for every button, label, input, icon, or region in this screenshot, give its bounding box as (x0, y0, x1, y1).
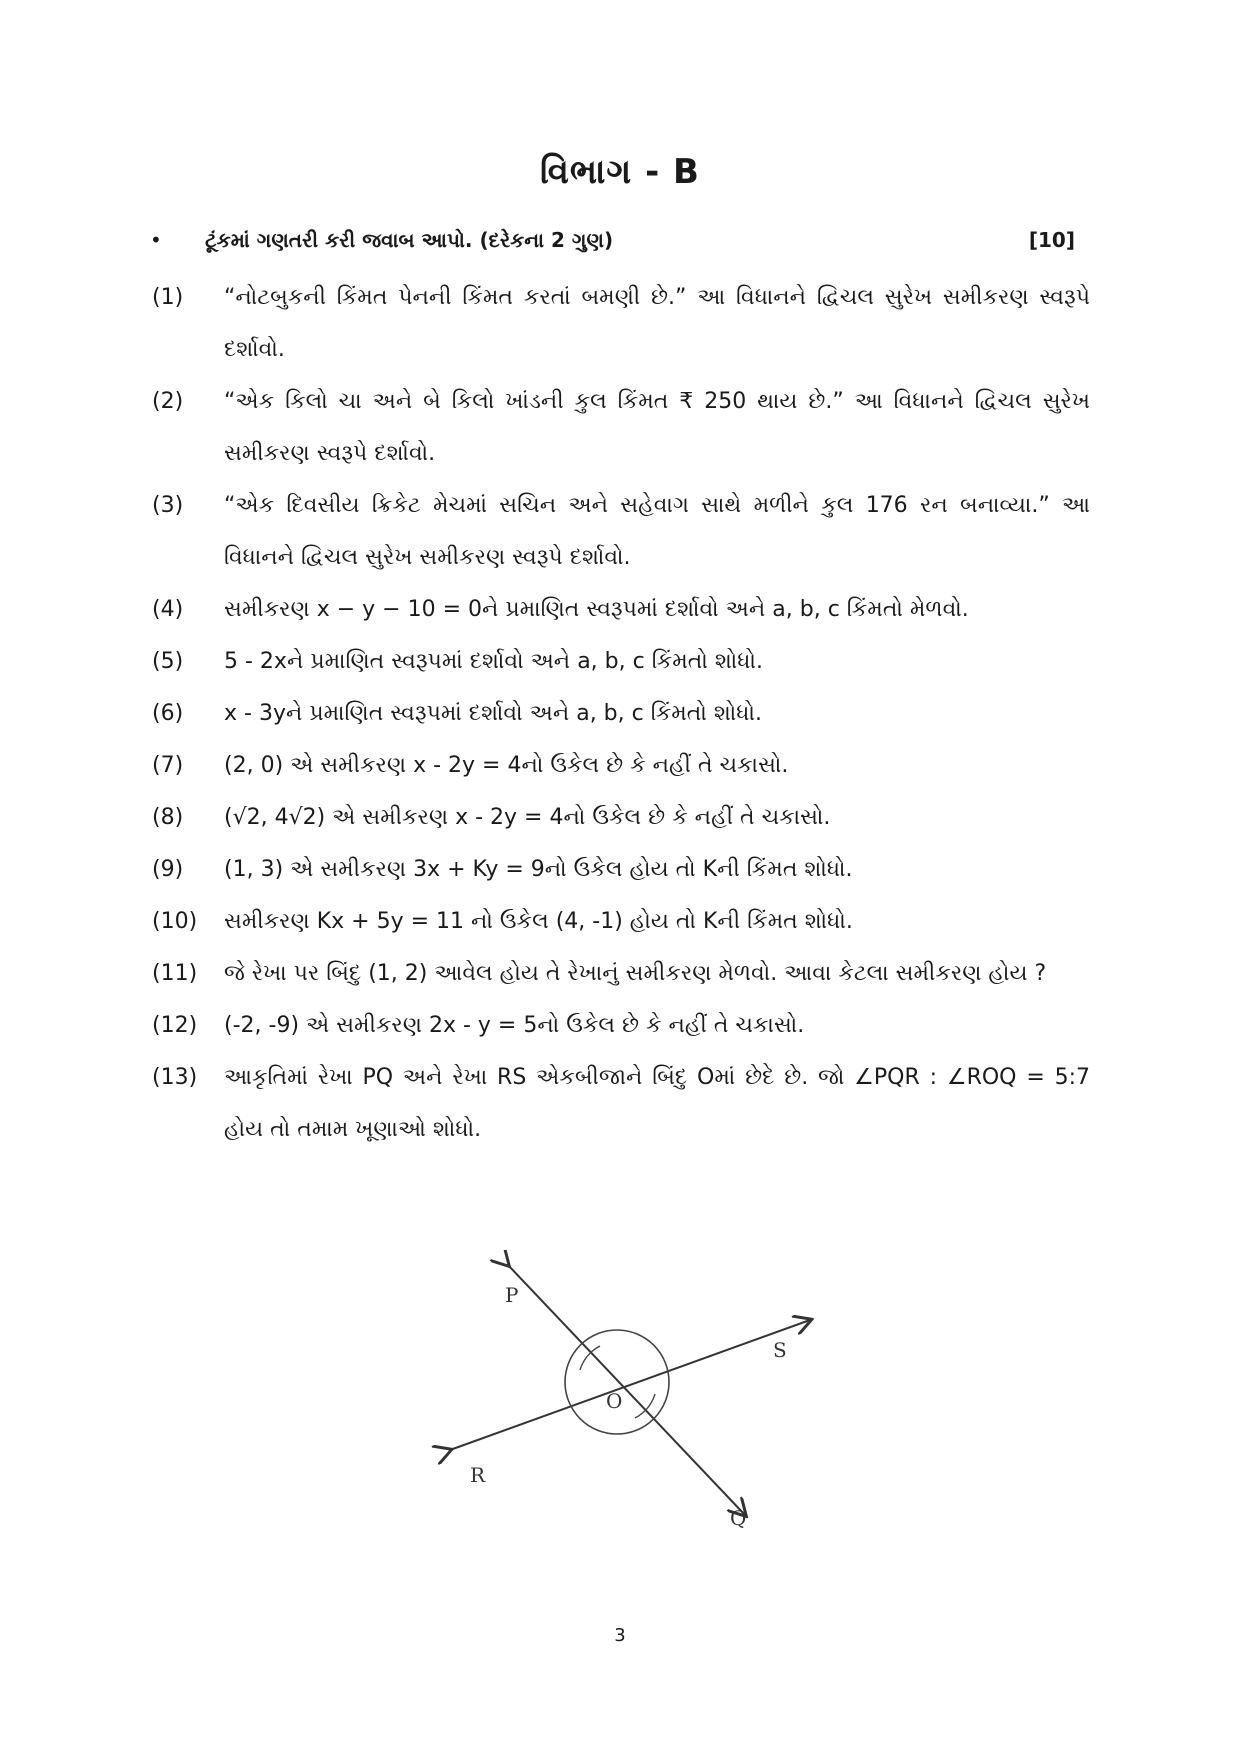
label-q: Q (730, 1506, 747, 1530)
question-text: (1, 3) એ સમીકરણ 3x + Ky = 9નો ઉકેલ હોય તો Kની કિંમત શોધો. (224, 857, 853, 882)
question-number: (1) (152, 285, 184, 310)
question-item (152, 376, 1090, 480)
question-item (152, 948, 1090, 1000)
page-number: 3 (614, 1625, 626, 1646)
label-o: O (606, 1389, 623, 1413)
label-p: P (505, 1283, 519, 1307)
question-text: 5 - 2xને પ્રમાણિત સ્વરૂપમાં દર્શાવો અને a, b, c કિંમતો શોધો. (224, 649, 763, 674)
question-item (152, 584, 1090, 636)
question-number: (6) (152, 701, 184, 726)
question-item (152, 480, 1090, 584)
question-item (152, 1000, 1090, 1052)
question-text: (-2, -9) એ સમીકરણ 2x - y = 5નો ઉકેલ છે કે નહીં તે ચકાસો. (224, 1013, 805, 1038)
angle-arc-outer (565, 1330, 669, 1434)
question-item (152, 1052, 1090, 1156)
question-number: (4) (152, 597, 184, 622)
question-number: (3) (152, 493, 184, 518)
question-item (152, 636, 1090, 688)
line-rs (450, 1320, 810, 1450)
instruction-line (150, 228, 1075, 252)
question-text: x - 3yને પ્રમાણિત સ્વરૂપમાં દર્શાવો અને a, b, c કિંમતો શોધો. (224, 701, 762, 726)
question-number: (11) (152, 961, 198, 986)
question-item (152, 272, 1090, 376)
question-number: (5) (152, 649, 184, 674)
question-item (152, 740, 1090, 792)
question-text: આકૃતિમાં રેખા PQ અને રેખા RS એકબીજાને બિંદુ Oમાં છેદે છે. જો ∠PQR : ∠ROQ = 5:7 હોય તો તમામ ખૂણાઓ શોધો. (224, 1065, 1090, 1142)
question-text: સમીકરણ Kx + 5y = 11 નો ઉકેલ (4, -1) હોય તો Kની કિંમત શોધો. (224, 909, 853, 934)
angle-arc-inner (635, 1394, 655, 1418)
question-number: (8) (152, 805, 184, 830)
question-list (152, 272, 1090, 1156)
line-pq (508, 1265, 745, 1515)
question-number: (7) (152, 753, 184, 778)
question-item (152, 792, 1090, 844)
intersecting-lines-figure (430, 1250, 830, 1530)
question-item (152, 896, 1090, 948)
question-text: (2, 0) એ સમીકરણ x - 2y = 4નો ઉકેલ છે કે નહીં તે ચકાસો. (224, 753, 789, 778)
question-item (152, 688, 1090, 740)
label-s: S (773, 1338, 787, 1362)
question-number: (10) (152, 909, 198, 934)
bullet: • (150, 228, 162, 252)
question-text: “એક કિલો ચા અને બે કિલો ખાંડની કુલ કિંમત ₹ 250 થાય છે.” આ વિધાનને દ્વિચલ સુરેખ સમીકરણ સ્વરૂપે દર્શાવો. (224, 389, 1090, 466)
question-text: સમીકરણ x − y − 10 = 0ને પ્રમાણિત સ્વરૂપમાં દર્શાવો અને a, b, c કિંમતો મેળવો. (224, 597, 969, 622)
question-item (152, 844, 1090, 896)
question-number: (12) (152, 1013, 198, 1038)
section-title: વિભાગ - B (540, 152, 700, 192)
question-text: (√2, 4√2) એ સમીકરણ x - 2y = 4નો ઉકેલ છે કે નહીં તે ચકાસો. (224, 805, 831, 830)
question-text: જે રેખા પર બિંદુ (1, 2) આવેલ હોય તે રેખાનું સમીકરણ મેળવો. આવા કેટલા સમીકરણ હોય ? (224, 961, 1047, 986)
question-text: “એક દિવસીય ક્રિકેટ મેચમાં સચિન અને સહેવાગ સાથે મળીને કુલ 176 રન બનાવ્યા.” આ વિધાનને દ્વિચલ સુરેખ સમીકરણ સ્વરૂપે દર્શાવો. (224, 493, 1090, 570)
question-number: (2) (152, 389, 184, 414)
question-number: (9) (152, 857, 184, 882)
question-number: (13) (152, 1065, 198, 1090)
instruction-text: ટૂંકમાં ગણતરી કરી જવાબ આપો. (દરેકના 2 ગુણ) (205, 228, 614, 252)
label-r: R (470, 1463, 486, 1487)
marks-label: [10] (1028, 228, 1075, 252)
question-text: “નોટબુકની કિંમત પેનની કિંમત કરતાં બમણી છે.” આ વિધાનને દ્વિચલ સુરેખ સમીકરણ સ્વરૂપે દર્શાવો. (224, 285, 1090, 362)
